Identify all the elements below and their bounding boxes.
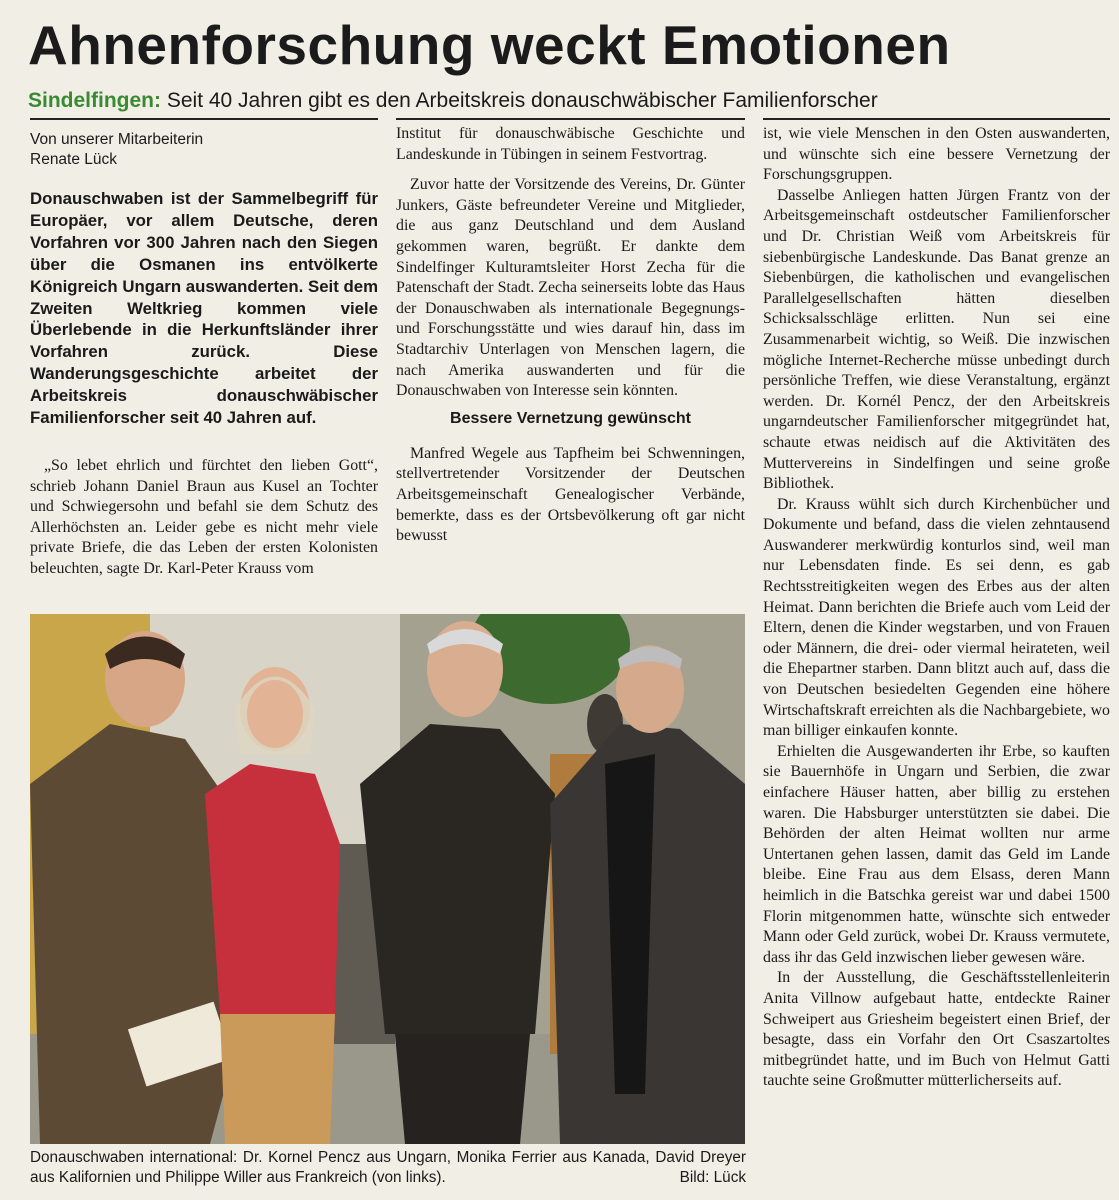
lead-paragraph: Donauschwaben ist der Sammelbegriff für Europäer, vor allem Deutsche, deren Vorfahren vor 300 Jahren nach den Siegen über die Osmanen ins entvölkerte Königreich Ungarn auswanderten. Seit dem Zweiten Weltkrieg kommen viele Überlebende in die Herkunftsländer ihrer Vorfahren zurück. Diese Wanderungsgeschichte arbeitet der Arbeitskreis donauschwäbischer Familienforscher seit 40 Jahren auf.: [30, 189, 378, 428]
byline: [30, 130, 380, 170]
column-rule: [30, 118, 378, 120]
paragraph: In der Ausstellung, die Geschäftsstellenleiterin Anita Villnow aufgebaut hatte, entdeckte Rainer Schweipert aus Griesheim begeistert einen Brief, der besagte, dass ein Vorfahr den Ort Csaszartoltes mitbegründet hatte, und im Buch von Helmut Gatti tauchte seine Großmutter mütterlicherseits auf.: [763, 969, 1110, 1090]
photo-caption: [30, 1148, 746, 1188]
paragraph: Dasselbe Anliegen hatten Jürgen Frantz von der Arbeitsgemeinschaft ostdeutscher Familienforscher und Dr. Christian Weiß vom Arbeitskreis für siebenbürgische Landeskunde. Das Banat grenze an Siebenbürgen, die katholischen und evangelischen Parallelgesellschaften hätten dieselben Schicksalsschläge erlitten. Nun sei eine Zusammenarbeit wichtig, so Weiß. Die inzwischen mögliche Internet-Recherche müsse unbedingt durch persönliche Treffen, wie diese Veranstaltung, ergänzt werden. Dr. Kornél Pencz, der den Arbeitskreis ungarndeutscher Familienforscher mitgegründet hat, schaute etwas neidisch auf die Aktivitäten des Muttervereins in Sindelfingen und seine große Bibliothek.: [763, 186, 1110, 493]
paragraph: Zuvor hatte der Vorsitzende des Vereins, Dr. Günter Junkers, Gäste befreundeter Vereine und Mitglieder, die aus ganz Deutschland und dem Ausland gekommen waren, begrüßt. Er dankte dem Sindelfinger Kulturamtsleiter Horst Zecha für die Patenschaft der Stadt. Zecha seinerseits lobte das Haus der Donauschwaben als internationale Begegnungs- und Forschungsstätte und wies darauf hin, dass im Stadtarchiv Unterlagen von Menschen lagern, die nach Amerika auswanderten und für die Donauschwaben von Interesse sein könnten.: [396, 176, 745, 400]
photo-credit: Bild: Lück: [679, 1169, 746, 1186]
column-1: [30, 456, 378, 580]
column-rule: [763, 118, 1110, 120]
byline-author: Renate Lück: [30, 151, 118, 168]
paragraph: Dr. Krauss wühlt sich durch Kirchenbücher und Dokumente und befand, dass die vielen zehntausend Auswanderer merkwürdig konturlos sind, weil man nur Lebensdaten finde. Es sei denn, es gab Rechtsstreitigkeiten wegen des Erbes aus der alten Heimat. Dann berichten die Briefe auch vom Leid der Eltern, denen die Kinder wegstarben, und von Frauen oder Männern, die drei- oder viermal heirateten, weil die Ehepartner starben. Dann blitzt auch auf, dass die von Deutschen besiedelten Gegenden eine höhere Wirtschaftskraft erreichten als die Nachbargebiete, wo man billiger einkaufen konnte.: [763, 495, 1110, 740]
subline-text: Seit 40 Jahren gibt es den Arbeitskreis donauschwäbischer Familienforscher: [166, 89, 878, 112]
byline-role: Von unserer Mitarbeiterin: [30, 131, 204, 148]
paragraph: „So lebet ehrlich und fürchtet den lieben Gott“, schrieb Johann Daniel Braun aus Kusel an Tochter und Schwiegersohn und befahl sie dem Schutz des Allerhöchsten an. Leider gebe es nicht mehr viele private Briefe, die das Leben der ersten Kolonisten beleuchten, sagte Dr. Karl-Peter Krauss vom: [30, 457, 378, 577]
column-3: [763, 124, 1110, 1092]
paragraph: Institut für donauschwäbische Geschichte und Landeskunde in Tübingen in seinem Festvortrag.: [396, 125, 745, 163]
subheading: Bessere Vernetzung gewünscht: [450, 409, 691, 427]
subline-place: Sindelfingen:: [28, 89, 161, 112]
group-photo: [30, 614, 745, 1144]
group-photo-illustration: [30, 614, 745, 1144]
column-rule: [396, 118, 745, 120]
paragraph: Erhielten die Ausgewanderten ihr Erbe, so kauften sie Bauernhöfe in Ungarn und Serbien, die zwar einfachere Häuser hatten, aber billig zu erstehen waren. Die Habsburger unterstützten sie dabei. Die Behörden der alten Heimat wollten nur arme Untertanen gehen lassen, damit das Geld im Lande bleibe. Eine Frau aus dem Elsass, deren Mann heimlich in die Batschka gereist war und dabei 1500 Florin mitgenommen hatte, wünschte sich entweder Mann oder Geld zurück, wobei Dr. Krauss vermutete, dass ihr das Geld inzwischen lieber gewesen wäre.: [763, 742, 1110, 966]
caption-text: Donauschwaben international: Dr. Kornel Pencz aus Ungarn, Monika Ferrier aus Kanada, David Dreyer aus Kalifornien und Philippe Willer aus Frankreich (von links).: [30, 1149, 746, 1186]
headline: Ahnenforschung weckt Emotionen: [28, 14, 951, 76]
paragraph: Manfred Wegele aus Tapfheim bei Schwenningen, stellvertretender Vorsitzender der Deutschen Arbeitsgemeinschaft Genealogischer Verbände, bemerkte, dass es der Ortsbevölkerung oft gar nicht bewusst: [396, 444, 745, 545]
paragraph: ist, wie viele Menschen in den Osten auswanderten, und wünschte sich eine bessere Vernetzung der Forschungsgruppen.: [763, 125, 1110, 184]
column-2: [396, 124, 745, 547]
subline: [28, 86, 1108, 116]
